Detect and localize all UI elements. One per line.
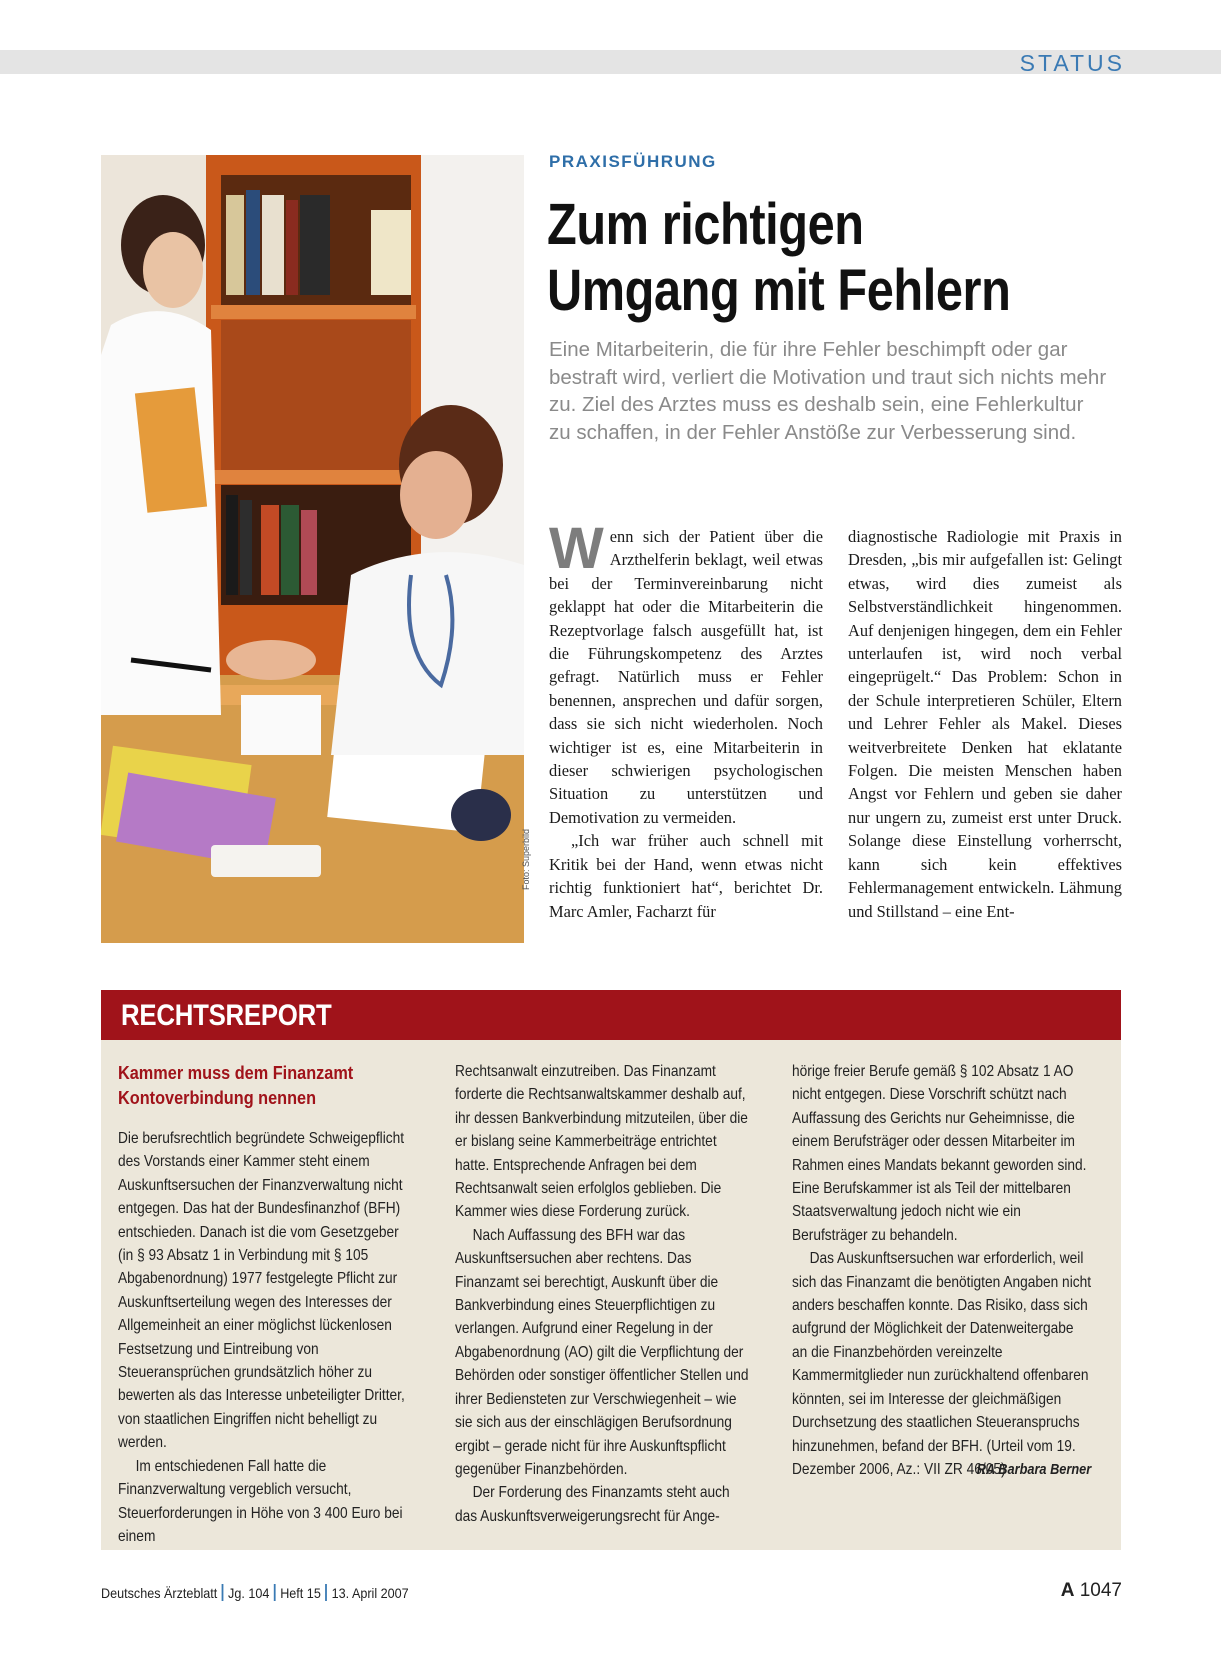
rechtsreport-paragraph: Das Auskunftsersuchen war erforderlich, weil sich das Finanzamt die benötigten Angaben nicht anders beschaffen konnte. Das Risiko, dass sich aufgrund der Möglichkeit der Datenweitergabe an die Finanzbehörden vereinzelte Kammermitglieder nun zurückhaltend offenbaren könnten, sei im Interesse der gleichmäßigen Durchsetzung des staatlichen Steueranspruchs hinzunehmen, befand der BFH. (Urteil vom 19. Dezember 2006, Az.: VII ZR 46/05) bbox=[792, 1250, 1092, 1478]
journal-date: 13. April 2007 bbox=[331, 1585, 409, 1601]
page-prefix: A bbox=[1060, 1580, 1075, 1601]
article-paragraph bbox=[549, 516, 823, 829]
article-kicker: PRAXISFÜHRUNG bbox=[549, 152, 717, 171]
journal-issue: Heft 15 bbox=[280, 1585, 321, 1601]
article-lead: Eine Mitarbeiterin, die für ihre Fehler beschimpft oder gar bestraft wird, verliert die Motivation und traut sich nichts mehr zu. Ziel des Arztes muss es deshalb sein, eine Fehlerkultur zu schaffen, in der Fehler Anstöße zur Verbesserung sind. bbox=[549, 338, 1107, 444]
rechtsreport-paragraph: Die berufsrechtlich begründete Schweigepflicht des Vorstands einer Kammer steht einem Auskunftsersuchen der Finanzverwaltung nicht entgegen. Das hat der Bundesfinanzhof (BFH) entschieden. Danach ist die vom Gesetzgeber (in § 93 Absatz 1 in Verbindung mit § 105 Abgabenordnung) 1977 festgelegte Pflicht zur Auskunftserteilung wegen des Interesses der Allgemeinheit an einer möglichst lückenlosen Festsetzung und Eintreibung von Steueransprüchen grundsätzlich höher zu bewerten als das Interesse unbeteiligter Dritter, von staatlichen Eingriffen nicht behelligt zu werden. bbox=[118, 1130, 405, 1452]
section-label: STATUS bbox=[1019, 50, 1125, 76]
article-paragraph: diagnostische Radiologie mit Praxis in Dresden, „bis mir aufgefallen ist: Gelingt etwas, wird dies zumeist als Selbstverständlichkeit hingenommen. Auf denjenigen hingegen, dem ein Fehler unterlaufen ist, wird noch verbal eingeprügelt.“ Das Problem: Schon in der Schule interpretieren Schüler, Eltern und Lehrer Fehler als Makel. Dieses weitverbreitete Denken hat eklatante Folgen. Die meisten Menschen haben Angst vor Fehlern und geben sie daher nur ungern zu, zumeist erst unter Druck. Solange diese Einstellung vorherrscht, kann sich kein effektives Fehlermanagement entwickeln. Lähmung und Stillstand – eine Ent- bbox=[848, 527, 1122, 921]
drop-cap: W bbox=[549, 516, 604, 581]
article-column-2 bbox=[848, 525, 1122, 923]
article-paragraph-text: enn sich der Patient über die Arzthelferin beklagt, weil etwas bei der Terminvereinbarung nicht geklappt hat oder die Mitarbeiterin die Rezeptvorlage falsch ausgefüllt hat, ist die Führungskompetenz des Arztes gefragt. Natürlich muss er Fehler benennen, ansprechen und dafür sorgen, dass sie sich nicht wiederholen. Noch wichtiger ist es, eine Mitarbeiterin in dieser schwierigen psychologischen Situation zu unterstützen und Demotivation zu vermeiden. bbox=[549, 527, 823, 827]
article-photo bbox=[101, 155, 524, 943]
rechtsreport-paragraph: Im entschiedenen Fall hatte die Finanzverwaltung vergeblich versucht, Steuerforderungen in Höhe von 3 400 Euro bei einem bbox=[118, 1457, 403, 1545]
rechtsreport-paragraph: Nach Auffassung des BFH war das Auskunftsersuchen aber rechtens. Das Finanzamt sei berechtigt, Auskunft über die Bankverbindung eines Steuerpflichtigen zu verlangen. Aufgrund einer Regelung in der Abgabenordnung (AO) gilt die Verpflichtung der Behörden oder sonstiger öffentlicher Stellen und ihrer Bediensteten zur Verschwiegenheit – wie sie sich aus der einschlägigen Berufsordnung ergibt – gerade nicht für ihre Auskunftspflicht gegenüber Finanzbehörden. bbox=[455, 1226, 749, 1478]
footer-separator bbox=[274, 1584, 276, 1601]
footer-separator bbox=[325, 1584, 327, 1601]
rechtsreport-column-3 bbox=[792, 1060, 1091, 1483]
page-number bbox=[1061, 1580, 1122, 1602]
page-footer bbox=[101, 1584, 409, 1601]
rechtsreport-author: RA Barbara Berner bbox=[976, 1462, 1092, 1479]
rechtsreport-title: RECHTSREPORT bbox=[121, 999, 332, 1032]
article-paragraph: „Ich war früher auch schnell mit Kritik bei der Hand, wenn etwas nicht richtig funktioniert hat“, berichtet Dr. Marc Amler, Facharzt für bbox=[549, 831, 823, 921]
rechtsreport-paragraph: hörige freier Berufe gemäß § 102 Absatz 1 AO nicht entgegen. Diese Vorschrift schützt nach Auffassung des Gerichts nur Geheimnisse, die einem Berufsträger oder dessen Mitarbeiter im Rahmen eines Mandats bekannt geworden sind. Eine Berufskammer ist als Teil der mittelbaren Staatsverwaltung jedoch nicht wie ein Berufsträger zu behandeln. bbox=[792, 1063, 1087, 1244]
rechtsreport-column-2 bbox=[455, 1060, 754, 1528]
article-column-1 bbox=[549, 516, 823, 923]
journal-volume: Jg. 104 bbox=[228, 1585, 270, 1601]
journal-name: Deutsches Ärzteblatt bbox=[101, 1585, 218, 1601]
rechtsreport-paragraph: Der Forderung des Finanzamts steht auch das Auskunftsverweigerungsrecht für Ange- bbox=[455, 1484, 730, 1525]
page-number-value: 1047 bbox=[1079, 1580, 1122, 1601]
footer-separator bbox=[222, 1584, 224, 1601]
rechtsreport-column-1 bbox=[118, 1060, 417, 1548]
article-title: Zum richtigen Umgang mit Fehlern bbox=[547, 192, 1011, 323]
rechtsreport-subtitle: Kammer muss dem Finanzamt Kontoverbindung nennen bbox=[118, 1062, 354, 1108]
photo-credit: Foto: Superbild bbox=[521, 828, 531, 890]
rechtsreport-paragraph: Rechtsanwalt einzutreiben. Das Finanzamt forderte die Rechtsanwaltskammer deshalb auf, ihr dessen Bankverbindung mitzuteilen, über die er bislang seine Kammerbeiträge entrichtet hatte. Entsprechende Anfragen bei dem Rechtsanwalt seien erfolglos geblieben. Die Kammer wies diese Forderung zurück. bbox=[455, 1063, 748, 1221]
